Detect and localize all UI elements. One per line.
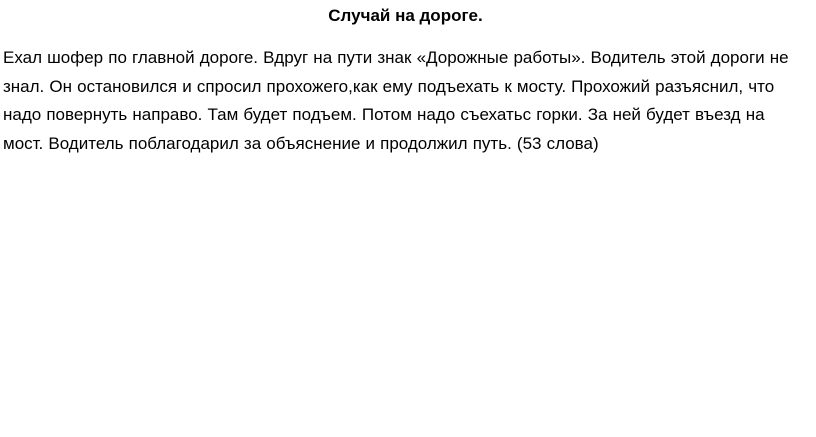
document-paragraph: Ехал шофер по главной дороге. Вдруг на пути знак «Дорожные работы». Водитель этой дороги не знал. Он остановился и спросил прохожего,как ему подъехать к мосту. Прохожий разъяснил, что надо повернуть направо. Там будет подъем. Потом надо съехатьс горки. За ней будет въезд на мост. Водитель поблагодарил за объяснение и продолжил путь. (53 слова) xyxy=(3,48,789,153)
document-title: Случай на дороге. xyxy=(328,6,483,25)
